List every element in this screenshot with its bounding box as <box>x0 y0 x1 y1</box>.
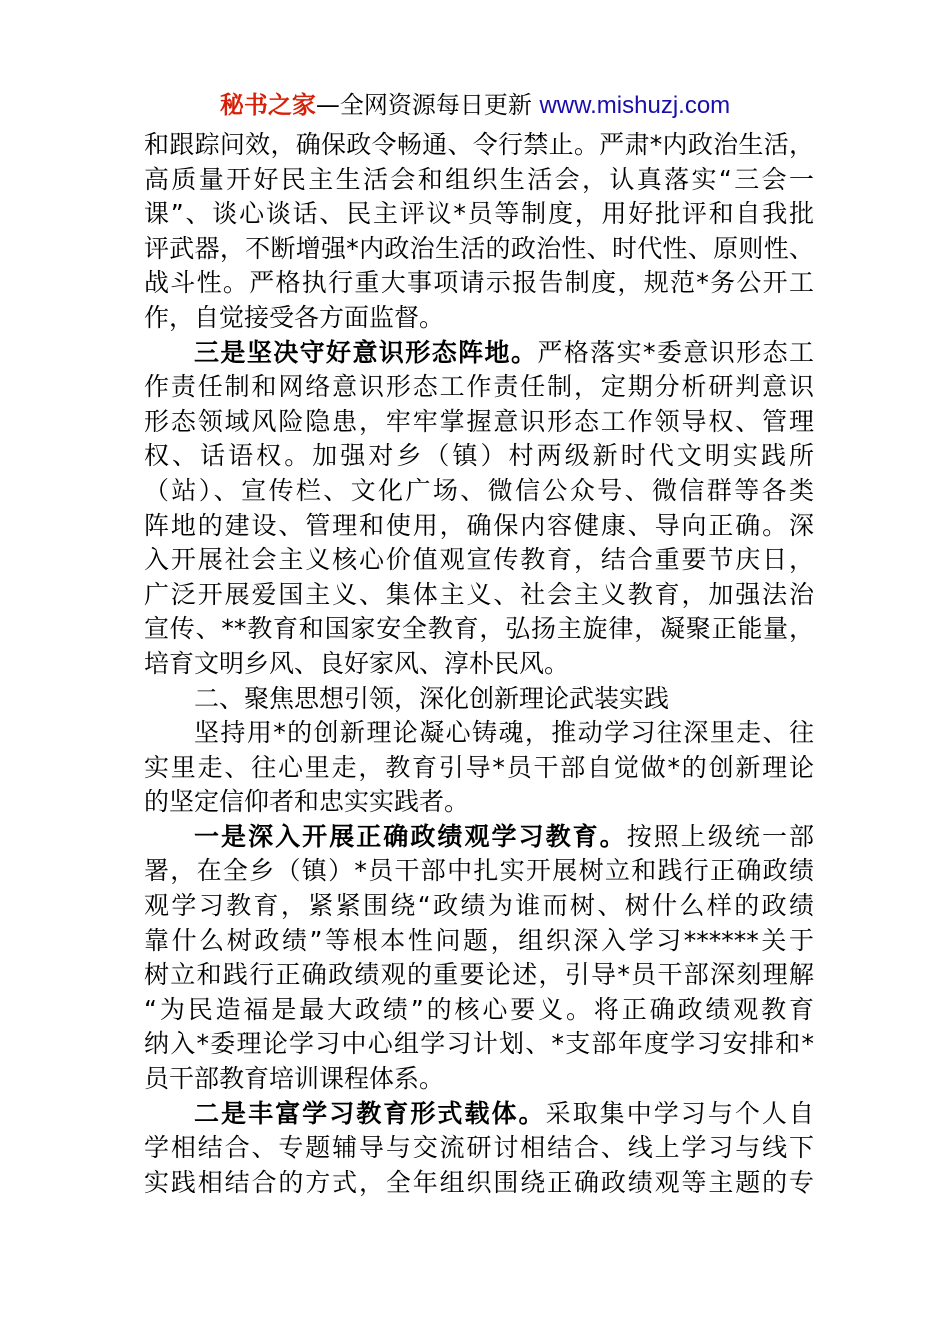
site-header <box>0 88 950 123</box>
text-line: 靠什么树政绩”等根本性问题，组织深入学习******关于 <box>144 925 814 955</box>
text-line: 署，在全乡（镇）*员干部中扎实开展树立和践行正确政绩 <box>144 856 814 886</box>
text-line: 和跟踪问效，确保政令畅通、令行禁止。严肃*内政治生活， <box>144 130 814 159</box>
text-line: 形态领域风险隐患，牢牢掌握意识形态工作领导权、管理 <box>144 406 814 436</box>
paragraph-heading-line: 三是坚决守好意识形态阵地。严格落实*委意识形态工 <box>194 337 814 367</box>
text-line: 战斗性。严格执行重大事项请示报告制度，规范*务公开工 <box>144 268 814 298</box>
text-line: 员干部教育培训课程体系。 <box>144 1064 445 1094</box>
text-line: 评武器，不断增强*内政治生活的政治性、时代性、原则性、 <box>144 233 814 263</box>
text-line: 培育文明乡风、良好家风、淳朴民风。 <box>144 648 570 678</box>
bold-lead: 二是丰富学习教育形式载体。 <box>194 1098 546 1128</box>
site-url-link[interactable]: www.mishuzj.com <box>539 92 731 119</box>
site-brand: 秘书之家 <box>219 91 316 119</box>
text-line: “为民造福是最大政绩”的核心要义。将正确政绩观教育 <box>144 994 814 1024</box>
text-line: 入开展社会主义核心价值观宣传教育，结合重要节庆日， <box>144 545 814 575</box>
text-line: 树立和践行正确政绩观的重要论述，引导*员干部深刻理解 <box>144 960 814 990</box>
text-line: 实践相结合的方式，全年组织围绕正确政绩观等主题的专 <box>144 1167 814 1197</box>
document-body <box>144 128 814 1200</box>
text-line: 高质量开好民主生活会和组织生活会，认真落实“三会一 <box>144 164 814 194</box>
text-line: 作责任制和网络意识形态工作责任制，定期分析研判意识 <box>144 372 814 402</box>
paragraph-heading-line: 二是丰富学习教育形式载体。采取集中学习与个人自 <box>194 1098 814 1128</box>
text-line: 阵地的建设、管理和使用，确保内容健康、导向正确。深 <box>144 510 814 540</box>
text-line: 坚持用*的创新理论凝心铸魂，推动学习往深里走、往 <box>194 718 814 748</box>
text-line: 权、话语权。加强对乡（镇）村两级新时代文明实践所 <box>144 441 814 471</box>
text-line: 课”、谈心谈话、民主评议*员等制度，用好批评和自我批 <box>144 199 814 229</box>
text-line: 宣传、**教育和国家安全教育，弘扬主旋律，凝聚正能量， <box>144 614 814 644</box>
bold-lead: 一是深入开展正确政绩观学习教育。 <box>194 821 627 851</box>
text-line: 的坚定信仰者和忠实实践者。 <box>144 787 470 817</box>
text-line: 实里走、往心里走，教育引导*员干部自觉做*的创新理论 <box>144 752 814 782</box>
section-heading: 二、聚焦思想引领，深化创新理论武装实践 <box>194 683 670 713</box>
text-line: 纳入*委理论学习中心组学习计划、*支部年度学习安排和* <box>144 1029 814 1059</box>
paragraph-heading-line: 一是深入开展正确政绩观学习教育。按照上级统一部 <box>194 821 814 851</box>
site-tagline: —全网资源每日更新 <box>315 91 540 119</box>
text-line: （站）、宣传栏、文化广场、微信公众号、微信群等各类 <box>144 475 814 505</box>
text-line: 学相结合、专题辅导与交流研讨相结合、线上学习与线下 <box>144 1133 814 1163</box>
text-line: 观学习教育，紧紧围绕“政绩为谁而树、树什么样的政绩 <box>144 891 814 921</box>
text-line: 广泛开展爱国主义、集体主义、社会主义教育，加强法治 <box>144 579 814 609</box>
bold-lead: 三是坚决守好意识形态阵地。 <box>194 337 538 367</box>
text-line: 作，自觉接受各方面监督。 <box>144 302 445 332</box>
